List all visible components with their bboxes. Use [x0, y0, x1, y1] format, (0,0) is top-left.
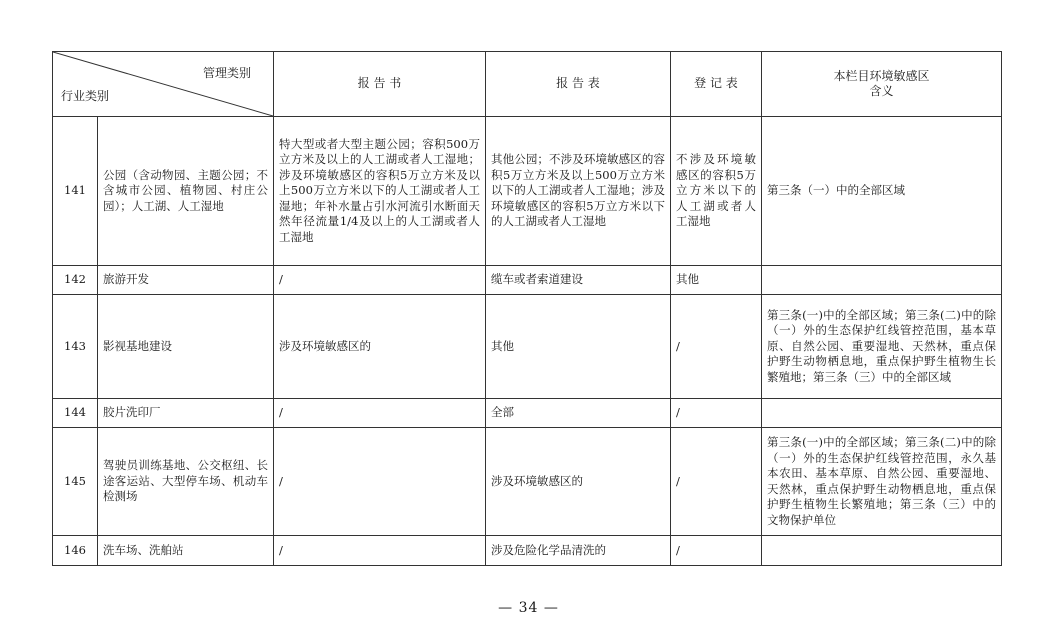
classification-table	[52, 51, 1002, 566]
report-book-cell: /	[274, 536, 486, 566]
row-number: 145	[53, 428, 98, 536]
header-sensitive-line2: 含义	[869, 84, 894, 98]
register-cell: 不涉及环境敏感区的容积5万立方米以下的人工湖或者人工湿地	[671, 117, 762, 266]
report-book-cell: /	[274, 399, 486, 428]
report-book-cell: /	[274, 428, 486, 536]
register-cell: /	[671, 295, 762, 399]
report-book-cell: /	[274, 266, 486, 295]
industry-cell: 驾驶员训练基地、公交枢纽、长途客运站、大型停车场、机动车检测场	[98, 428, 274, 536]
row-number: 142	[53, 266, 98, 295]
sensitive-area-cell: 第三条（一）中的全部区域	[762, 117, 1002, 266]
row-number: 143	[53, 295, 98, 399]
report-form-cell: 其他	[486, 295, 671, 399]
industry-cell: 影视基地建设	[98, 295, 274, 399]
diagonal-header-cell	[53, 52, 274, 117]
register-cell: 其他	[671, 266, 762, 295]
sensitive-area-cell	[762, 536, 1002, 566]
table-row	[53, 266, 1002, 295]
report-form-cell: 涉及危险化学品清洗的	[486, 536, 671, 566]
table-row	[53, 428, 1002, 536]
row-number: 146	[53, 536, 98, 566]
header-report-form: 报 告 表	[486, 52, 671, 117]
register-cell: /	[671, 536, 762, 566]
register-cell: /	[671, 399, 762, 428]
report-form-cell: 缆车或者索道建设	[486, 266, 671, 295]
diagonal-line	[53, 52, 273, 116]
sensitive-area-cell	[762, 266, 1002, 295]
header-row	[53, 52, 1002, 117]
industry-cell: 洗车场、洗舶站	[98, 536, 274, 566]
header-report-book: 报 告 书	[274, 52, 486, 117]
header-sensitive-area	[762, 52, 1002, 117]
sensitive-area-cell	[762, 399, 1002, 428]
report-book-cell: 涉及环境敏感区的	[274, 295, 486, 399]
register-cell: /	[671, 428, 762, 536]
industry-cell: 胶片洗印厂	[98, 399, 274, 428]
report-form-cell: 涉及环境敏感区的	[486, 428, 671, 536]
row-number: 144	[53, 399, 98, 428]
table-row	[53, 117, 1002, 266]
management-category-label: 管理类别	[202, 66, 251, 80]
industry-cell: 公园（含动物园、主题公园；不含城市公园、植物园、村庄公园）；人工湖、人工湿地	[98, 117, 274, 266]
table-row	[53, 536, 1002, 566]
report-book-cell: 特大型或者大型主题公园；容积500万立方米及以上的人工湖或者人工湿地；涉及环境敏感区的容积5万立方米及以上500万立方米以下的人工湖或者人工湿地；年补水量占引水河流引水断面天然年径流量1/4及以上的人工湖或者人工湿地	[274, 117, 486, 266]
row-number: 141	[53, 117, 98, 266]
industry-cell: 旅游开发	[98, 266, 274, 295]
industry-category-label: 行业类别	[61, 88, 110, 103]
table-row	[53, 399, 1002, 428]
header-sensitive-line1: 本栏目环境敏感区	[833, 68, 930, 83]
sensitive-area-cell: 第三条(一)中的全部区域；第三条(二)中的除（一）外的生态保护红线管控范围，永久基本农田、基本草原、自然公园、重要湿地、天然林，重点保护野生动物栖息地，重点保护野生植物生长繁殖地；第三条（三）中的文物保护单位	[762, 428, 1002, 536]
header-register: 登 记 表	[671, 52, 762, 117]
report-form-cell: 全部	[486, 399, 671, 428]
sensitive-area-cell: 第三条(一)中的全部区域；第三条(二)中的除（一）外的生态保护红线管控范围，基本草原、自然公园、重要湿地、天然林，重点保护野生动物栖息地，重点保护野生植物生长繁殖地；第三条（三）中的全部区域	[762, 295, 1002, 399]
table-row	[53, 295, 1002, 399]
report-form-cell: 其他公园；不涉及环境敏感区的容积5万立方米及以上500万立方米以下的人工湖或者人工湿地；涉及环境敏感区的容积5万立方米以下的人工湖或者人工湿地	[486, 117, 671, 266]
page-number: — 34 —	[498, 600, 559, 616]
